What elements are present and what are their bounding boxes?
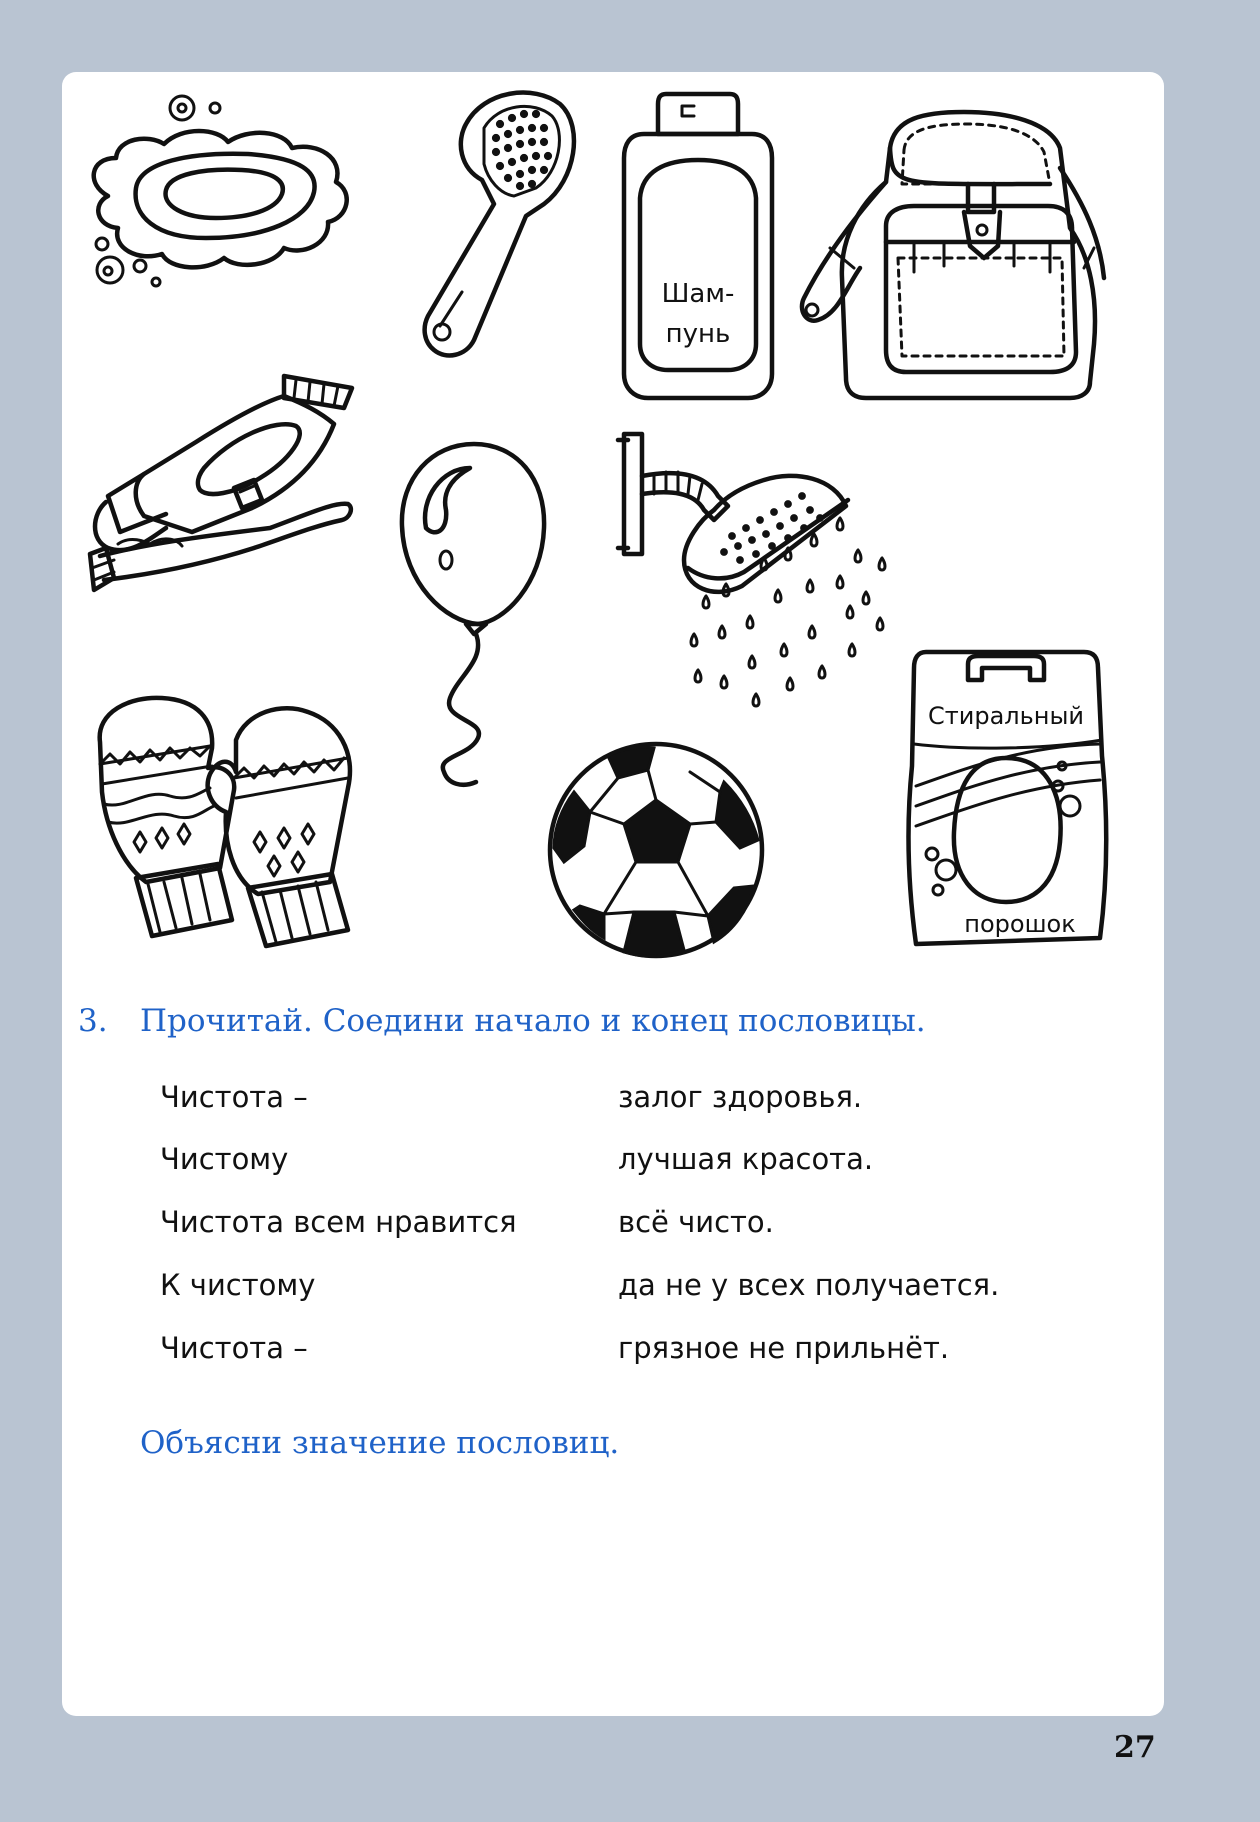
- page-number: 27: [1114, 1730, 1156, 1765]
- mittens-icon: [86, 692, 366, 960]
- soccer-ball-icon: [544, 738, 768, 962]
- proverb-ending-4: да не у всех получается.: [618, 1268, 1000, 1302]
- task-instruction: Прочитай. Соедини начало и конец пословицы.: [140, 1003, 926, 1039]
- proverb-ending-3: всё чисто.: [618, 1205, 774, 1239]
- proverb-ending-5: грязное не прильнёт.: [618, 1331, 950, 1365]
- shampoo-label-line1: Шам-: [661, 279, 735, 309]
- powder-label-top: Стиральный: [928, 702, 1084, 730]
- soap-icon: [78, 88, 358, 300]
- proverb-ending-1: залог здоровья.: [618, 1080, 863, 1114]
- task-number: 3.: [78, 1003, 108, 1039]
- proverb-beginning-1: Чистота –: [160, 1080, 308, 1114]
- proverb-ending-2: лучшая красота.: [618, 1142, 874, 1176]
- toothpaste-toothbrush-icon: [84, 368, 356, 624]
- proverb-beginning-5: Чистота –: [160, 1331, 308, 1365]
- washing-powder-icon: [902, 646, 1110, 950]
- hairbrush-icon: [404, 84, 584, 369]
- proverb-beginning-4: К чистому: [160, 1268, 316, 1302]
- task-3-title: [78, 1003, 926, 1039]
- proverb-beginning-2: Чистому: [160, 1142, 289, 1176]
- shower-head-icon: [614, 430, 914, 714]
- backpack-icon: [794, 108, 1114, 400]
- proverb-beginning-3: Чистота всем нравится: [160, 1205, 517, 1239]
- balloon-icon: [396, 438, 552, 796]
- explain-instruction: Объясни значение пословиц.: [140, 1425, 620, 1461]
- shampoo-bottle-icon: [618, 88, 778, 400]
- shampoo-label-line2: пунь: [665, 319, 731, 349]
- powder-label-bottom: порошок: [964, 910, 1076, 938]
